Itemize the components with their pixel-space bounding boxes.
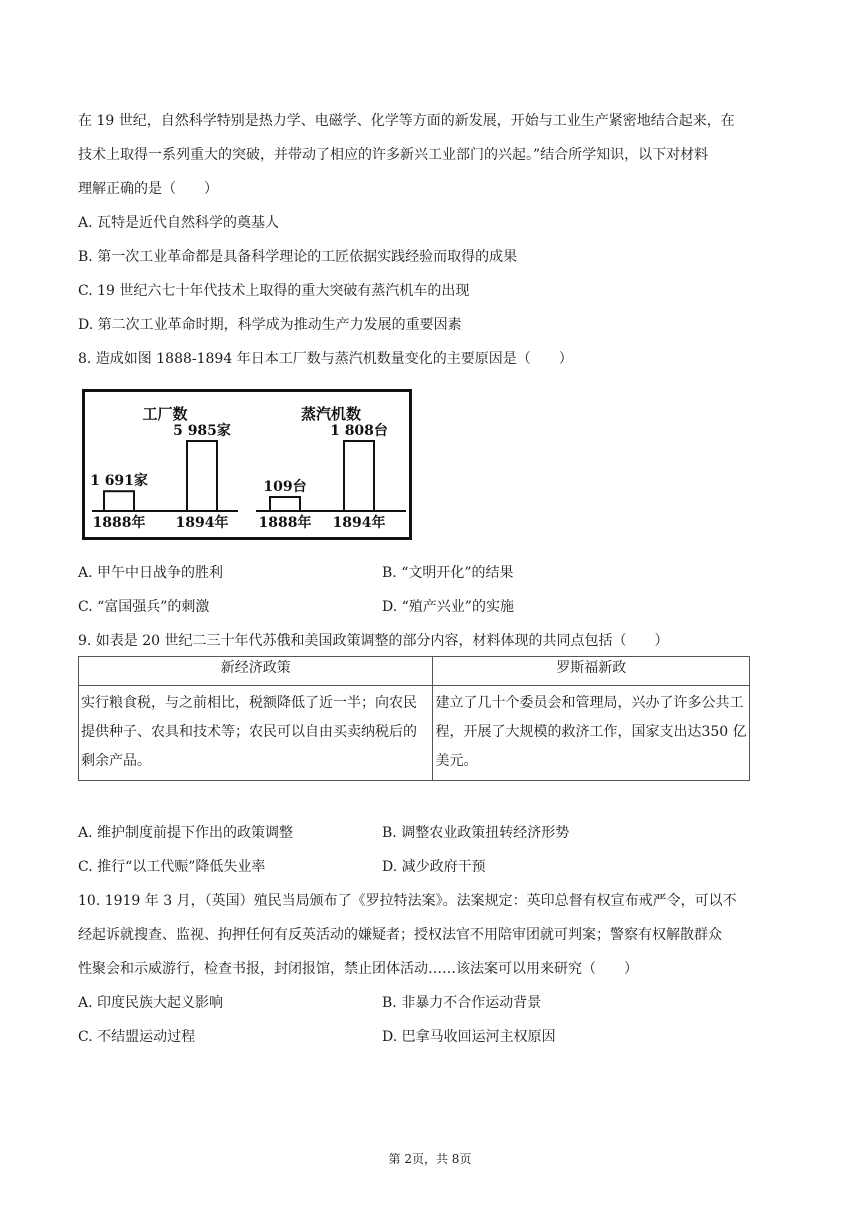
q10-stem-line-3: 性聚会和示威游行，检查书报，封闭报馆，禁止团体活动……该法案可以用来研究（ ） — [78, 961, 638, 977]
bar — [104, 491, 134, 511]
q8-option-a: A. 甲午中日战争的胜利 — [78, 565, 224, 581]
chart-title: 工厂数 — [142, 405, 188, 423]
x-tick-label: 1894年 — [332, 515, 386, 531]
table-cell-new-deal: 建立了几十个委员会和管理局，兴办了许多公共工程，开展了大规模的救济工作，国家支出达350 亿美元。 — [433, 686, 750, 781]
table-header-new-deal: 罗斯福新政 — [433, 657, 750, 686]
data-label: 1 691家 — [90, 473, 148, 490]
x-tick-label: 1888年 — [258, 515, 312, 531]
data-label: 1 808台 — [330, 423, 388, 439]
q9-option-c: C. 推行“以工代赈”降低失业率 — [78, 859, 266, 875]
q7-stem-line-2: 技术上取得一系列重大的突破，并带动了相应的许多新兴工业部门的兴起。”结合所学知识，以下对材料 — [78, 147, 709, 163]
data-label: 5 985家 — [173, 423, 231, 439]
q10-option-a: A. 印度民族大起义影响 — [78, 995, 224, 1011]
q9-stem: 9. 如表是 20 世纪二三十年代苏俄和美国政策调整的部分内容，材料体现的共同点包括（ ） — [78, 633, 669, 649]
q8-option-b: B. “文明开化”的结果 — [382, 565, 514, 581]
q10-stem-line-1: 10. 1919 年 3 月，（英国）殖民当局颁布了《罗拉特法案》。法案规定：英印总督有权宣布戒严令，可以不 — [78, 893, 737, 909]
q9-option-d: D. 减少政府干预 — [382, 859, 486, 875]
bar — [187, 441, 217, 511]
bar — [270, 497, 300, 511]
q8-option-d: D. “殖产兴业”的实施 — [382, 599, 514, 615]
q10-option-d: D. 巴拿马收回运河主权原因 — [382, 1029, 556, 1045]
x-tick-label: 1894年 — [175, 515, 229, 531]
q7-option-d: D. 第二次工业革命时期，科学成为推动生产力发展的重要因素 — [78, 317, 462, 333]
page-footer: 第 2页，共 8页 — [388, 1152, 472, 1166]
q10-option-c: C. 不结盟运动过程 — [78, 1029, 196, 1045]
q10-option-b: B. 非暴力不合作运动背景 — [382, 995, 542, 1011]
q10-stem-line-2: 经起诉就搜查、监视、拘押任何有反英活动的嫌疑者；授权法官不用陪审团就可判案；警察有权解散群众 — [78, 927, 722, 943]
q7-stem-line-1: 在 19 世纪，自然科学特别是热力学、电磁学、化学等方面的新发展，开始与工业生产紧密地结合起来，在 — [78, 113, 735, 129]
q7-option-a: A. 瓦特是近代自然科学的奠基人 — [78, 215, 280, 231]
q7-option-b: B. 第一次工业革命都是具备科学理论的工匠依据实践经验而取得的成果 — [78, 249, 518, 265]
q9-option-a: A. 维护制度前提下作出的政策调整 — [78, 825, 294, 841]
q7-stem-line-3: 理解正确的是（ ） — [78, 181, 218, 197]
table-header-nep: 新经济政策 — [79, 657, 433, 686]
q8-option-c: C. “富国强兵”的刺激 — [78, 599, 210, 615]
table-row — [79, 686, 750, 781]
q8-stem: 8. 造成如图 1888-1894 年日本工厂数与蒸汽机数量变化的主要原因是（ ） — [78, 351, 573, 367]
bar — [344, 441, 374, 511]
data-label: 109台 — [263, 479, 307, 495]
q8-bar-charts — [82, 389, 412, 540]
q7-option-c: C. 19 世纪六七十年代技术上取得的重大突破有蒸汽机车的出现 — [78, 283, 470, 299]
q9-option-b: B. 调整农业政策扭转经济形势 — [382, 825, 570, 841]
table-cell-nep: 实行粮食税，与之前相比，税额降低了近一半；向农民提供种子、农具和技术等；农民可以自由买卖纳税后的剩余产品。 — [79, 686, 433, 781]
policy-comparison-table — [78, 656, 750, 781]
table-header-row — [79, 657, 750, 686]
x-tick-label: 1888年 — [92, 515, 146, 531]
q8-bar-chart-figure — [82, 389, 412, 540]
chart-title: 蒸汽机数 — [300, 405, 362, 423]
